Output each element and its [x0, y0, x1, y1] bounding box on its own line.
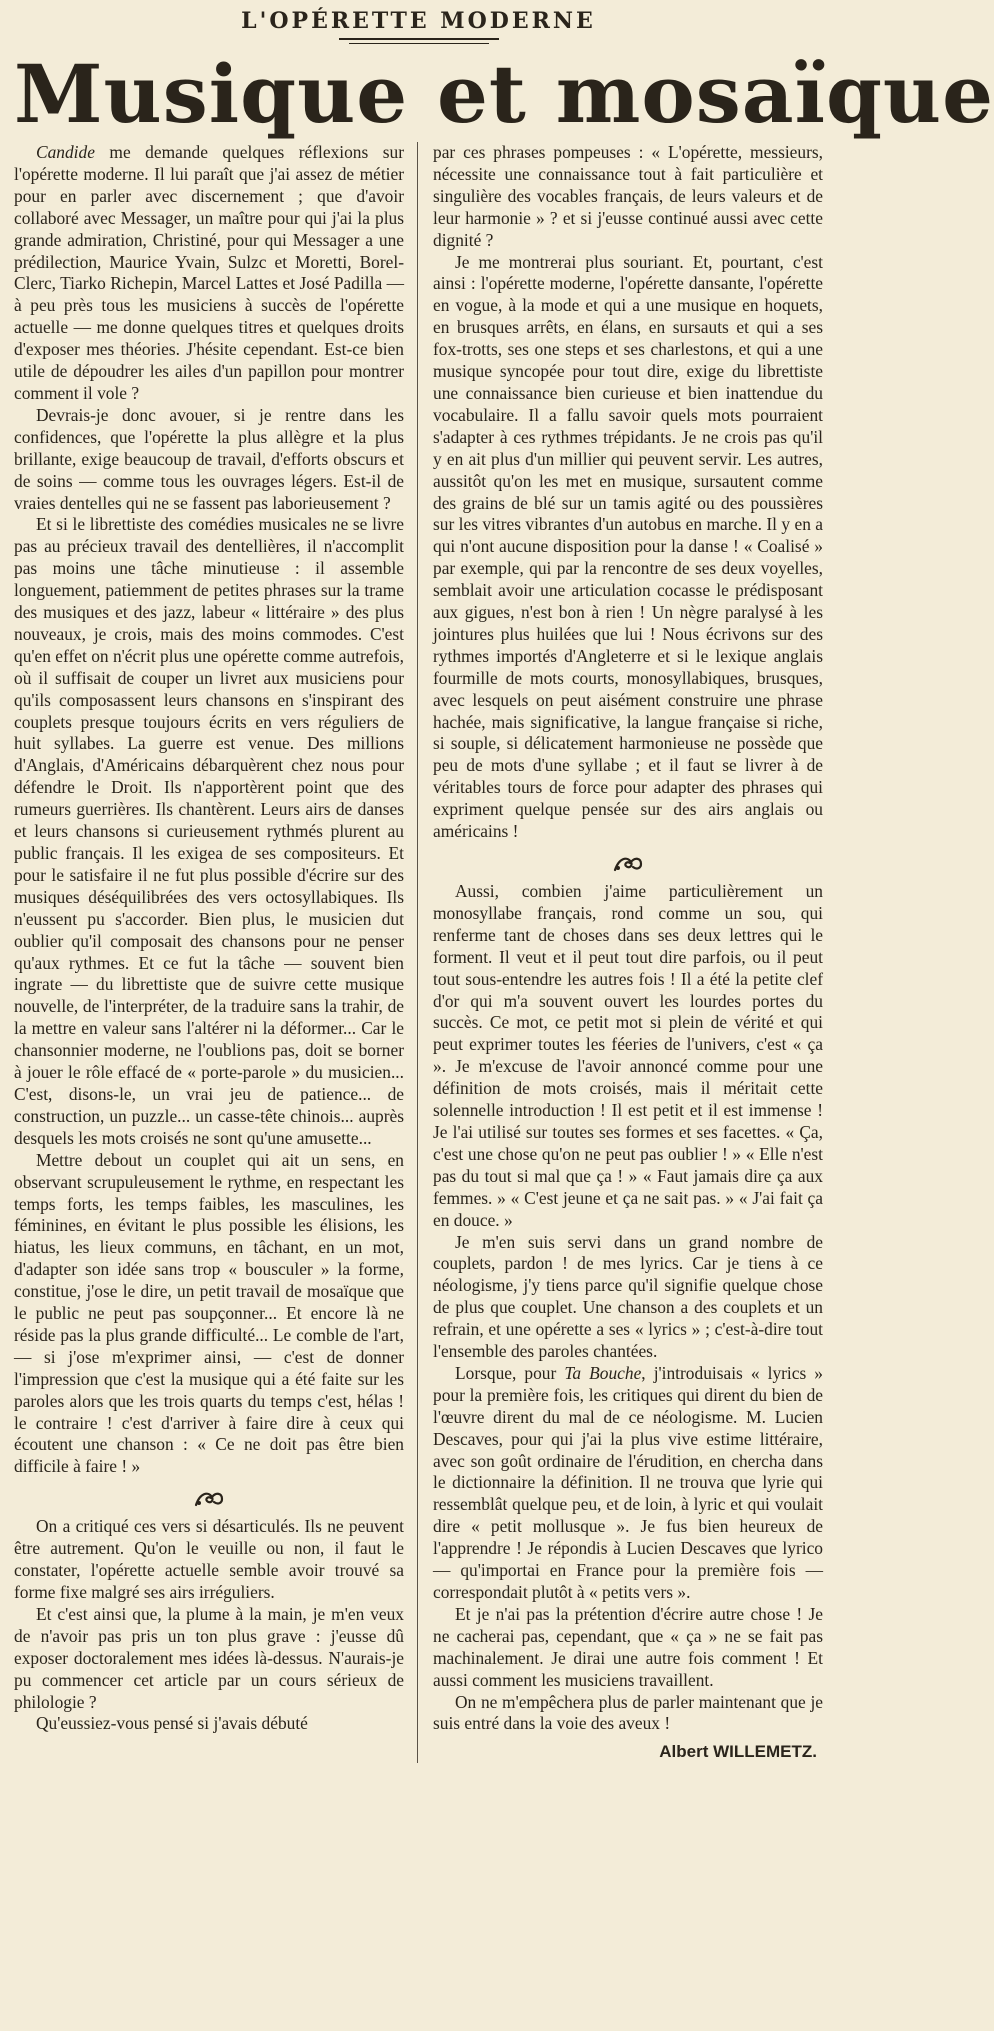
work-title: Ta Bouche: [564, 1362, 642, 1383]
paragraph: [433, 252, 823, 843]
paragraph-text: , j'introduisais « lyrics » pour la première fois, les critiques qui dirent du bien de l'œuvre dirent du mal de ce néologisme. M. Lucien Descaves, pour qui j'ai la plus vive estime littéraire, avec son goût ordinaire de l'érudition, en chercha dans le dictionnaire la définition. Il ne trouva que lyrie qui ressemblât quelque peu, et de loin, à lyric et qui voulait dire « petit mollusque ». Je fus bien heureux de l'apprendre ! Je répondis à Lucien Descaves que lyrico — qu'importai en France pour la première fois — correspondait plutôt à « petits vers ».: [433, 1362, 823, 1602]
paragraph: [14, 1516, 404, 1604]
paragraph-text: On a critiqué ces vers si désarticulés. Ils ne peuvent être autrement. Qu'on le veuille ou non, il faut le constater, l'opérette actuelle semble avoir trouvé sa forme fixe malgré ses airs irréguliers.: [14, 1516, 404, 1602]
paragraph-text: par ces phrases pompeuses : « L'opérette, messieurs, nécessite une connaissance tout à fait particulière et singulière des vocables français, de leurs valeurs et de leur harmonie » ? et si j'eusse continué aussi avec cette dignité ?: [433, 142, 823, 250]
paragraph: [433, 1604, 823, 1692]
paragraph-text: me demande quelques réflexions sur l'opérette moderne. Il lui paraît que j'ai assez de métier pour en parler avec discernement ; que d'avoir collaboré avec Messager, un maître pour qui j'ai la plus grande admiration, Christiné, pour qui Messager a une prédilection, Maurice Yvain, Sulzc et Moretti, Borel-Clerc, Tiarko Richepin, Marcel Lattes et José Padilla — à peu près tous les musiciens à succès de l'opérette actuelle — me donne quelques titres et quelques droits d'exposer mes théories. J'hésite cependant. Est-ce bien utile de dépoudrer les ailes d'un papillon pour montrer comment il vole ?: [14, 142, 404, 403]
paragraph-text: Et c'est ainsi que, la plume à la main, je m'en veux de n'avoir pas pris un ton plus grave : j'eusse dû exposer doctoralement mes idées là-dessus. N'aurais-je pu commencer cet article par un cours sérieux de philologie ?: [14, 1603, 404, 1712]
section-kicker: L'OPÉRETTE MODERNE: [241, 8, 596, 34]
paragraph-text: Et si le librettiste des comédies musicales ne se livre pas au précieux travail des dentellières, il n'accomplit pas moins une tâche minutieuse : il assemble longuement, patiemment de petites phrases sur la trame des musiques et des jazz, labeur « littéraire » des plus nouveaux, je crois, mais des moins commodes. C'est qu'en effet on n'écrit plus une opérette comme autrefois, où il suffisait de couper un livret aux musiciens pour qu'ils composassent leurs chansons en s'inspirant des couplets presque toujours écrits en vers réguliers de huit syllabes. La guerre est venue. Des millions d'Anglais, d'Américains débarquèrent chez nous pour défendre le Droit. Ils n'apportèrent point que des rumeurs guerrières. Ils chantèrent. Leurs airs de danses et leurs chansons si curieusement rythmés plurent au public français. Il les exigea de ses compositeurs. Et pour le satisfaire il ne fut plus possible d'écrire sur des musiques déséquilibrées des vers octosyllabiques. Ils n'eussent pu s'accorder. Bien plus, le musicien dut oublier qu'il composait des chansons pour ne penser qu'aux rythmes. Et ce fut la tâche — souvent bien ingrate — du librettiste que de suivre cette musique nouvelle, de l'interpréter, de la traduire sans la trahir, de la mettre en valeur sans l'altérer ni la déformer... Car le chansonnier moderne, ne l'oublions pas, doit se borner à jouer le rôle effacé de « porte-parole » du musicien... C'est, disons-le, un vrai jeu de patience... de construction, un puzzle... un casse-tête chinois... auprès desquels les mots croisés ne sont qu'une amusette...: [14, 514, 404, 1148]
paragraph: [14, 1713, 404, 1735]
paragraph: [433, 1692, 823, 1736]
paragraph-lead: Lorsque, pour: [455, 1362, 565, 1383]
paragraph: [433, 1232, 823, 1363]
paragraph-text: Je m'en suis servi dans un grand nombre de couplets, pardon ! de mes lyrics. Car je tiens à ce néologisme, j'y tiens parce qu'il signifie quelque chose de plus que couplet. Une chanson a des couplets et un refrain, et une opérette a ses « lyrics » ; c'est-à-dire tout l'ensemble des paroles chantées.: [433, 1231, 823, 1362]
fleuron-ornament-icon: [433, 849, 823, 875]
paragraph-text: Aussi, combien j'aime particulièrement un monosyllabe français, rond comme un sou, qui renferme tant de choses dans ses deux lettres qui le forment. Il veut et il peut tout dire parfois, ou il peut tout sous-entendre les autres fois ! Il a été la petite clef d'or qui m'a souvent ouvert les lourdes portes du succès. Ce mot, ce petit mot si plein de vérité et qui peut exprimer toutes les féeries de l'univers, c'est « ça ». Je m'excuse de l'avoir annoncé comme pour une définition de mots croisés, mais il méritait cette solennelle introduction ! Il est petit et il est immense ! Je l'ai utilisé sur toutes ses formes et ses facettes. « Ça, c'est une chose qu'on ne peut pas oublier ! » « Elle n'est pas du tout si mal que ça ! » « Faut jamais dire ça aux femmes. » « C'est jeune et ça ne sait pas. » « J'ai fait ça en douce. »: [433, 881, 823, 1230]
paragraph-text: Qu'eussiez-vous pensé si j'avais débuté: [36, 1713, 308, 1734]
publication-name: Candide: [36, 142, 95, 162]
paragraph-text: On ne m'empêchera plus de parler maintenant que je suis entré dans la voie des aveux !: [433, 1691, 823, 1734]
paragraph: [14, 405, 404, 515]
fleuron-ornament-icon: [14, 1484, 404, 1510]
paragraph-text: Je me montrerai plus souriant. Et, pourtant, c'est ainsi : l'opérette moderne, l'opérette dansante, l'opérette en vogue, à la mode et qui a une musique en hoquets, en brusques arrêts, en élans, en sursauts et qui a ses fox-trotts, ses one steps et ses charlestons, et qui a une musique syncopée pour tout dire, exige du librettiste une connaissance bien curieuse et bien inattendue du vocabulaire. Il a fallu savoir quels mots pourraient s'adapter à ces rythmes trépidants. Je ne crois pas qu'il y en ait plus d'un millier qui peuvent servir. Les autres, aussitôt qu'on les met en musique, sursautent comme des grains de blé sur un tamis agité ou des poussières sur les vitres vibrantes d'un autobus en marche. Il y en a qui n'ont aucune disposition pour la danse ! « Coalisé » par exemple, qui par la rencontre de ses deux voyelles, semblait avoir une articulation cocasse le prédisposant aux gigues, n'est bon à rien ! Un nègre paralysé à les jointures plus huilées que lui ! Nous écrivons sur des rythmes importés d'Angleterre et si le lexique anglais fourmille de mots courts, monosyllabiques, brusques, avec lesquels on peut aisément construire une phrase hachée, mais significative, la langue française si riche, si souple, si délicatement harmonieuse ne possède que peu de mots d'une syllabe ; et il faut se livrer à de véritables tours de force pour adapter des phrases qui expriment quelque pensée sur des airs anglais ou américains !: [433, 251, 823, 842]
left-column: [14, 142, 404, 1763]
paragraph: [433, 1363, 823, 1604]
paragraph: [14, 1150, 404, 1479]
paragraph: [14, 1604, 404, 1714]
article-body: [14, 142, 823, 1763]
kicker-rule: [339, 38, 499, 40]
paragraph-text: Mettre debout un couplet qui ait un sens, en observant scrupuleusement le rythme, en respectant les temps forts, les temps faibles, les masculines, les féminines, en évitant le plus possible les élisions, les hiatus, les lieux communs, en tâchant, en un mot, d'adapter son idée sans trop « bousculer » la forme, constitue, j'ose le dire, un petit travail de mosaïque que le public ne peut pas soupçonner... Et encore là ne réside pas la plus grande difficulté... Le comble de l'art, — si j'ose m'exprimer ainsi, — c'est de donner l'impression que c'est la musique qui a été faite sur les paroles alors que les trois quarts du temps c'est, hélas ! le contraire ! c'est d'arriver à faire dire à ceux qui écoutent une chanson : « Ce ne doit pas être bien difficile à faire ! »: [14, 1149, 404, 1477]
paragraph: [433, 881, 823, 1232]
kicker-rule-thin: [349, 43, 489, 44]
paragraph: [433, 142, 823, 252]
paragraph-text: Et je n'ai pas la prétention d'écrire autre chose ! Je ne cacherai pas, cependant, que « ça » ne se fait pas machinalement. Je dirai une autre fois comment ! Et aussi comment les musiciens travaillent.: [433, 1603, 823, 1690]
article-title: Musique et mosaïque: [14, 47, 994, 141]
author-signature: Albert WILLEMETZ.: [659, 1742, 817, 1762]
paragraph: [14, 142, 404, 405]
paragraph-text: Devrais-je donc avouer, si je rentre dans les confidences, que l'opérette la plus allègre et la plus brillante, exige beaucoup de travail, d'efforts obscurs et de soins — comme tous les ouvrages légers. Est-il de vraies dentelles qui ne se fassent pas laborieusement ?: [14, 404, 404, 513]
paragraph: [14, 514, 404, 1149]
column-divider: [417, 142, 418, 1763]
right-column: [433, 142, 823, 1763]
